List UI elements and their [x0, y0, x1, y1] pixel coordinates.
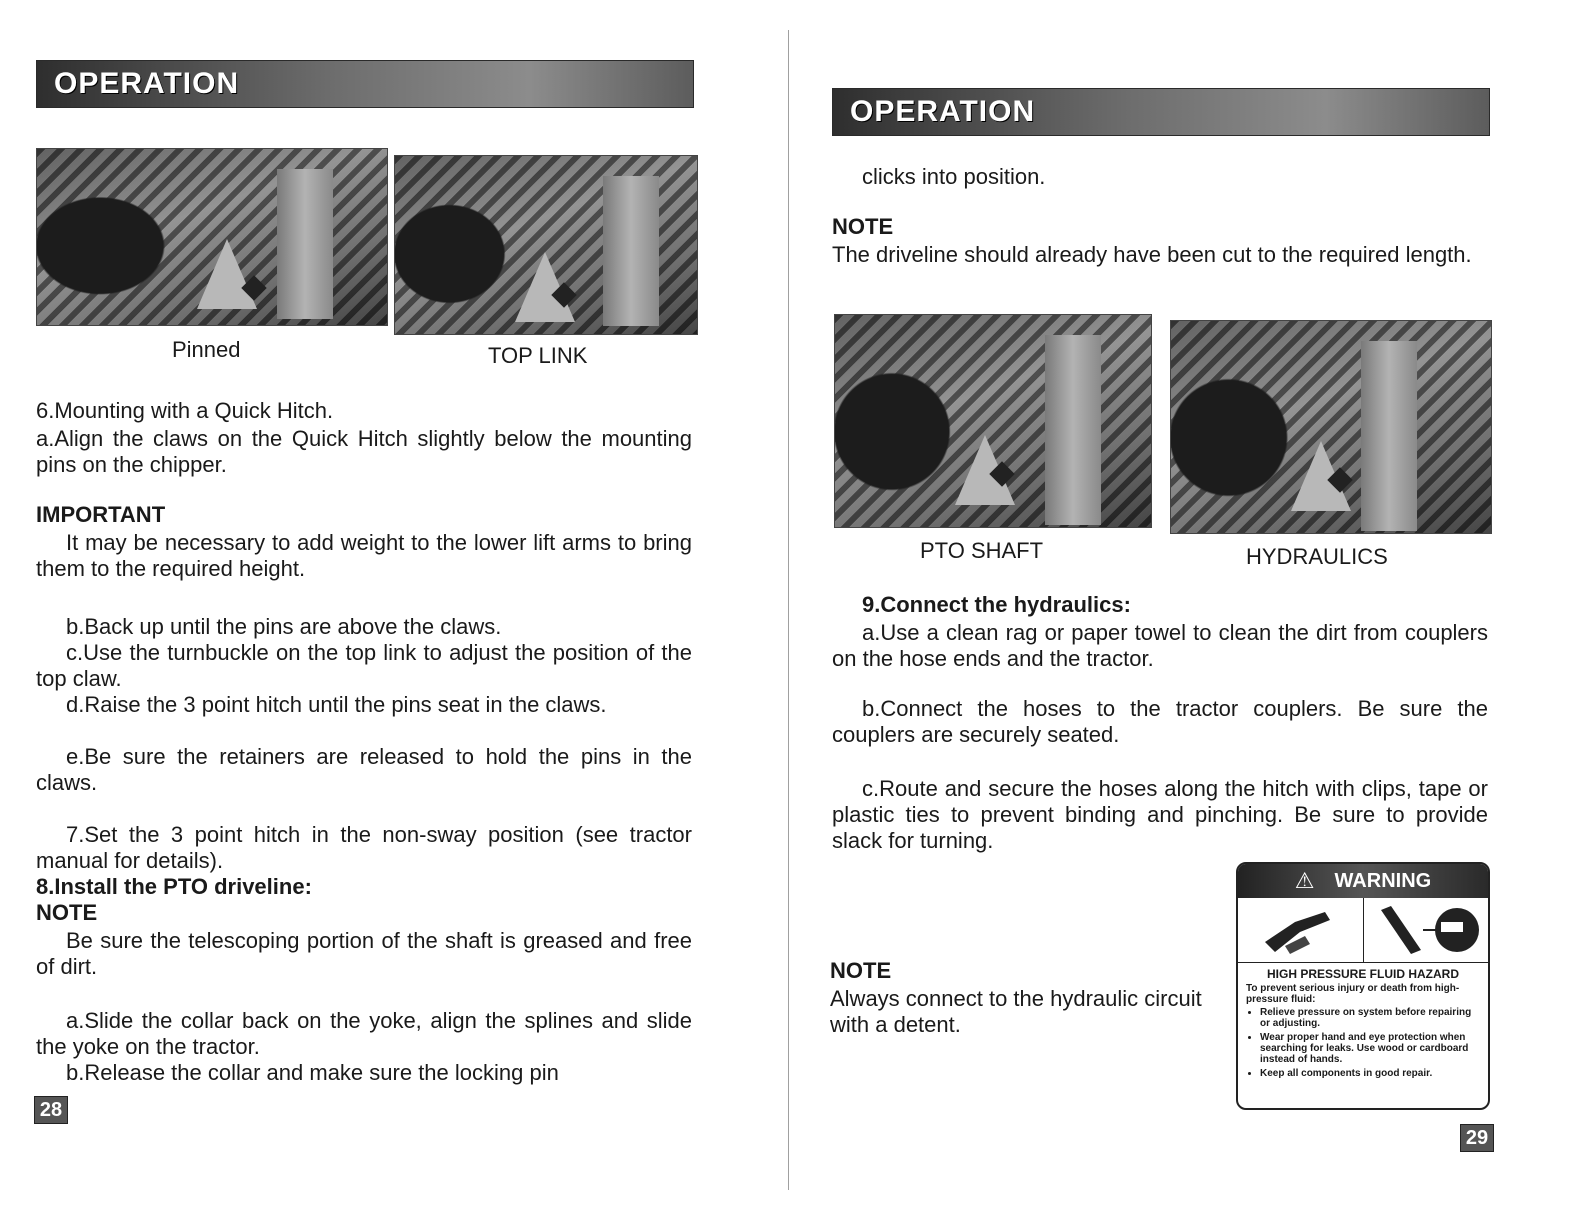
step6-b: b.Back up until the pins are above the claws. — [66, 614, 502, 639]
photo-detail — [1045, 335, 1101, 525]
warning-list — [1246, 1007, 1480, 1079]
note-heading: NOTE — [832, 214, 894, 239]
warning-item: • Keep all components in good repair. — [1260, 1068, 1480, 1079]
warning-pictograms — [1238, 898, 1488, 963]
page-number: 28 — [34, 1096, 68, 1124]
caption-pto-shaft: PTO SHAFT — [920, 538, 1044, 563]
step8-heading: 8.Install the PTO driveline: — [36, 874, 312, 899]
photo-detail — [277, 169, 333, 319]
note-heading: NOTE — [36, 900, 98, 925]
step8-b: b.Release the collar and make sure the locking pin — [66, 1060, 559, 1085]
warning-title: HIGH PRESSURE FLUID HAZARD — [1266, 967, 1459, 981]
photo-pto-shaft — [834, 314, 1152, 528]
photo-pinned — [36, 148, 388, 326]
page-number: 29 — [1460, 1124, 1494, 1152]
step9-heading: 9.Connect the hydraulics: — [862, 592, 1131, 617]
eye-protection-icon — [1364, 898, 1489, 962]
warning-intro: To prevent serious injury or death from high-pressure fluid: — [1246, 983, 1460, 1005]
note-text: Be sure the telescoping portion of the shaft is greased and free of dirt. — [36, 928, 692, 979]
page-right — [792, 0, 1584, 1224]
caption-pinned: Pinned — [172, 337, 241, 362]
photo-detail — [197, 239, 257, 309]
warning-item: • Relieve pressure on system before repairing or adjusting. — [1260, 1007, 1480, 1029]
warning-triangle-icon: ⚠ — [1294, 868, 1315, 893]
caption-hydraulics: HYDRAULICS — [1246, 544, 1388, 569]
warning-item: • Wear proper hand and eye protection when searching for leaks. Use wood or cardboard instead of hands. — [1260, 1032, 1480, 1065]
step9-c: c.Route and secure the hoses along the hitch with clips, tape or plastic ties to prevent binding and pinching. Be sure to provide slack for turning. — [832, 776, 1488, 853]
step9-b: b.Connect the hoses to the tractor couplers. Be sure the couplers are securely seated. — [832, 696, 1488, 747]
warning-header — [1238, 864, 1488, 898]
photo-hydraulics — [1170, 320, 1492, 534]
step6-a: a.Align the claws on the Quick Hitch slightly below the mounting pins on the chipper. — [36, 426, 692, 477]
warning-decal — [1236, 862, 1490, 1110]
hand-injection-icon — [1238, 898, 1364, 962]
caption-top-link: TOP LINK — [488, 343, 588, 368]
important-text: It may be necessary to add weight to the lower lift arms to bring them to the required height. — [36, 530, 692, 581]
section-banner — [36, 60, 694, 108]
step6-title: 6.Mounting with a Quick Hitch. — [36, 398, 334, 423]
warning-body — [1238, 981, 1488, 1084]
step6-c: c.Use the turnbuckle on the top link to adjust the position of the top claw. — [36, 640, 692, 691]
section-banner — [832, 88, 1490, 136]
note-heading: NOTE — [830, 958, 892, 983]
section-title: OPERATION — [850, 95, 1036, 128]
step6-d: d.Raise the 3 point hitch until the pins seat in the claws. — [66, 692, 607, 717]
warning-label: WARNING — [1334, 869, 1432, 892]
step8-a: a.Slide the collar back on the yoke, align the splines and slide the yoke on the tractor. — [36, 1008, 692, 1059]
hand-injection-icon — [1255, 902, 1345, 958]
note-text: Always connect to the hydraulic circuit with a detent. — [830, 986, 1202, 1037]
important-heading: IMPORTANT — [36, 502, 166, 527]
section-title: OPERATION — [54, 67, 240, 100]
step6-e: e.Be sure the retainers are released to hold the pins in the claws. — [36, 744, 692, 795]
page-left — [0, 0, 790, 1224]
step9-a: a.Use a clean rag or paper towel to clean the dirt from couplers on the hose ends and the tractor. — [832, 620, 1488, 671]
photo-detail — [603, 176, 659, 326]
photo-top-link — [394, 155, 698, 335]
note-text: The driveline should already have been cut to the required length. — [832, 242, 1472, 267]
photo-detail — [1361, 341, 1417, 531]
step7: 7.Set the 3 point hitch in the non-sway position (see tractor manual for details). — [36, 822, 692, 873]
eye-protection-icon — [1371, 902, 1481, 958]
continued-text: clicks into position. — [862, 164, 1046, 189]
